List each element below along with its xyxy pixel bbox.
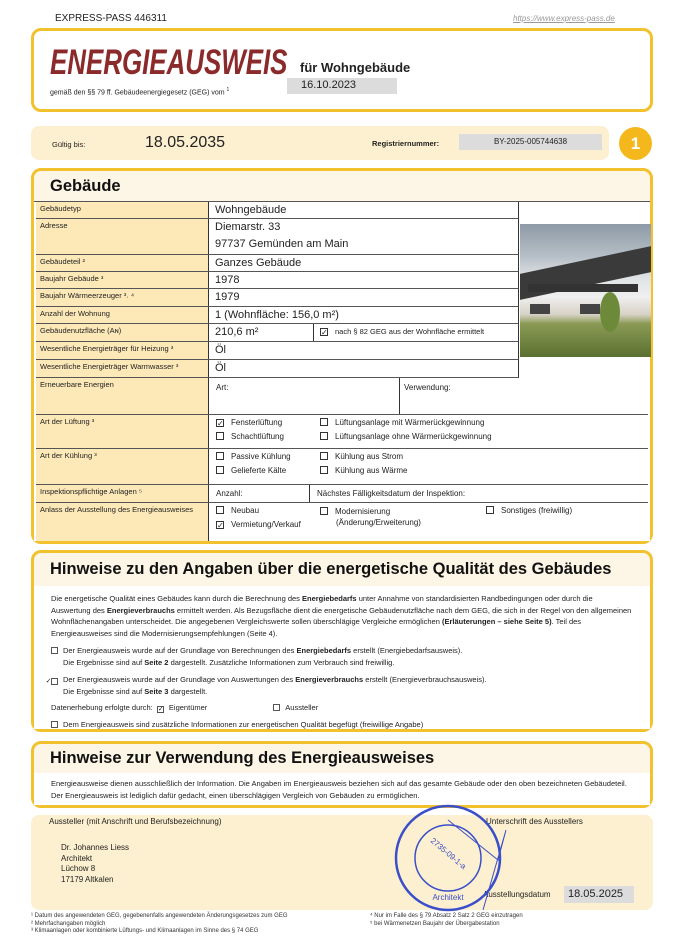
checkbox-unchecked-icon[interactable]: [320, 432, 328, 440]
building-photo: [520, 224, 651, 357]
building-row: [36, 289, 519, 307]
usable-area-value: 210,6 m²: [215, 326, 259, 338]
checkbox-unchecked-icon[interactable]: [320, 466, 328, 474]
valid-until-label: Gültig bis:: [52, 140, 86, 149]
registration-label: Registriernummer:: [372, 139, 440, 148]
option-checkbox[interactable]: Schachtlüftung: [216, 432, 284, 441]
building-row: [36, 503, 648, 541]
option-checkbox[interactable]: Kühlung aus Wärme: [320, 466, 407, 475]
option-checkbox[interactable]: Lüftungsanlage ohne Wärmerückgewinnung: [320, 432, 492, 441]
building-row: [36, 378, 648, 415]
option-checkbox[interactable]: Passive Kühlung: [216, 452, 291, 461]
renewable-usage: Verwendung:: [404, 383, 451, 392]
building-row: [36, 360, 519, 378]
website-link[interactable]: https://www.express-pass.de: [513, 14, 615, 23]
row-value: Öl: [215, 344, 226, 356]
row-label: Anlass der Ausstellung des Energieausweises: [36, 503, 209, 541]
option-modernization[interactable]: Modernisierung (Änderung/Erweiterung): [320, 506, 421, 528]
usage-notes-text: Energieausweise dienen ausschließlich der Information. Die Angaben im Energieausweis beziehen sich auf das gesamte Gebäude oder den oben bezeichneten Gebäudeteil. Der Energieausweis ist lediglich dafür gedacht, einen überschlägigen Vergleich von Gebäuden zu ermöglichen.: [51, 779, 627, 800]
building-row: [36, 255, 519, 272]
demand-certificate-option[interactable]: Der Energieausweis wurde auf der Grundlage von Berechnungen des Energiebedarfs erstellt (Energiebedarfsausweis). Die Ergebnisse sind auf Seite 2 dargestellt. Zusätzliche Informationen zum Verbrauch sind freiwillig.: [51, 645, 633, 668]
checkbox-unchecked-icon[interactable]: [51, 721, 58, 728]
architect-stamp: [388, 800, 513, 920]
row-value: Ganzes Gebäude: [215, 257, 302, 269]
checkbox-unchecked-icon[interactable]: [216, 432, 224, 440]
valid-until-date: 18.05.2035: [145, 134, 226, 151]
checkbox-unchecked-icon[interactable]: [216, 452, 224, 460]
row-label: Anzahl der Wohnung: [36, 307, 209, 323]
quality-notes-section: [31, 550, 653, 732]
checkbox-unchecked-icon[interactable]: [320, 418, 328, 426]
document-subtitle: für Wohngebäude: [300, 60, 411, 75]
row-label: Gebäudetyp: [36, 202, 209, 218]
option-checkbox[interactable]: ✓ Fensterlüftung: [217, 418, 283, 428]
quality-intro: Die energetische Qualität eines Gebäudes kann durch die Berechnung des Energiebedarfs unter Annahme von standardisierten Randbedingungen oder durch die Auswertung des Energieverbrauchs ermittelt werden. Als Bezugsfläche dient die energetische Gebäudenutzfläche nach dem GEG, die sich in der Regel von den allgemeinen Wohnflächenangaben unterscheidet. Die angegebenen Vergleichswerte sollen überschlägige Vergleiche ermöglichen (Erläuterungen – siehe Seite 5). Teil des Energieausweises sind die Modernisierungsempfehlungen (Seite 4).: [51, 594, 632, 638]
checkbox-checked-icon[interactable]: ✓: [321, 328, 328, 337]
building-row: [36, 307, 519, 324]
building-row: [36, 342, 519, 360]
checkbox-unchecked-icon[interactable]: [486, 506, 494, 514]
address-value: Diemarstr. 33 97737 Gemünden am Main: [215, 221, 349, 250]
usage-notes-section: [31, 741, 653, 808]
issuer-section: [31, 815, 653, 910]
building-row: [36, 485, 648, 503]
law-reference: gemäß den §§ 79 ff. Gebäudeenergiegesetz (GEG) vom $^1$: [50, 87, 230, 97]
building-row: [36, 219, 519, 255]
footnotes-right: ⁴ Nur im Falle des § 79 Absatz 2 Satz 2 GEG einzutragen ⁵ bei Wärmenetzen Baujahr der Übergabestation: [370, 913, 523, 927]
inspection-next-date: Nächstes Fälligkeitsdatum der Inspektion:: [317, 489, 466, 498]
row-value: Wohngebäude: [215, 204, 287, 216]
checkbox-unchecked-icon[interactable]: [320, 507, 328, 515]
owner-checkbox-checked[interactable]: ✓: [157, 706, 164, 713]
law-date: 16.10.2023: [287, 78, 397, 94]
consumption-certificate-option[interactable]: ✓ Der Energieausweis wurde auf der Grundlage von Auswertungen des Energieverbrauchs erstellt (Energieverbrauchsausweis). Die Ergebnisse sind auf Seite 3 dargestellt.: [45, 675, 487, 696]
row-label: Gebäudenutzfläche (Aɴ): [36, 324, 209, 341]
checkbox-unchecked-icon[interactable]: [216, 466, 224, 474]
pass-id: EXPRESS-PASS 446311: [55, 13, 167, 24]
validity-bar: [31, 126, 609, 160]
row-label: Art der Kühlung ³: [36, 449, 209, 484]
option-new-building[interactable]: Neubau: [216, 506, 259, 515]
data-collection-row: Datenerhebung erfolgte durch: ✓ Eigentümer Aussteller: [51, 703, 319, 713]
building-row: [36, 449, 648, 485]
document-title: ENERGIEAUSWEIS: [50, 43, 288, 82]
row-label: Baujahr Wärmeerzeuger ³˒ ⁴: [36, 289, 209, 306]
building-heading: Gebäude: [50, 177, 121, 195]
checkbox-checked-icon[interactable]: ✓: [51, 678, 58, 685]
option-rental-sale[interactable]: ✓ Vermietung/Verkauf: [217, 520, 301, 530]
title-box: [31, 28, 653, 112]
issuer-label: Aussteller (mit Anschrift und Berufsbezeichnung): [49, 817, 222, 826]
extra-info-option[interactable]: Dem Energieausweis sind zusätzliche Informationen zur energetischen Qualität begefügt (freiwillige Angabe): [51, 719, 633, 731]
row-label: Wesentliche Energieträger Warmwasser ³: [36, 360, 209, 377]
option-checkbox[interactable]: Lüftungsanlage mit Wärmerückgewinnung: [320, 418, 484, 427]
quality-notes-heading: Hinweise zu den Angaben über die energetische Qualität des Gebäudes: [50, 560, 612, 578]
issuer-address: Dr. Johannes Liess Architekt Lüchow 8 17179 Altkalen: [61, 843, 130, 884]
issuer-checkbox[interactable]: [273, 704, 280, 711]
row-label: Baujahr Gebäude ³: [36, 272, 209, 288]
quality-notes-body: [34, 586, 650, 729]
option-checkbox[interactable]: Gelieferte Kälte: [216, 466, 286, 475]
registration-number: BY-2025-005744638: [459, 134, 602, 150]
footnotes-left: ¹ Datum des angewendeten GEG, gegebenenfalls angewendeten Änderungsgesetzes zum GEG ² Mehrfachangaben möglich ³ Klimaanlagen oder kombinierte Lüftungs- und Klimaanlagen im Sinne des § 74 GEG: [31, 913, 288, 934]
row-label: Wesentliche Energieträger für Heizung ³: [36, 342, 209, 359]
row-value: 1 (Wohnfläche: 156,0 m²): [215, 309, 339, 321]
checkbox-checked-icon[interactable]: ✓: [217, 419, 224, 428]
row-label: Adresse: [36, 219, 209, 254]
issue-date-label: Ausstellungsdatum: [483, 890, 551, 899]
building-row: [36, 324, 519, 342]
checkbox-checked-icon[interactable]: ✓: [217, 521, 224, 530]
inspection-count: Anzahl:: [216, 489, 243, 498]
row-value: Öl: [215, 362, 226, 374]
renewable-type: Art:: [216, 383, 229, 392]
row-value: 1979: [215, 291, 240, 303]
row-label: Art der Lüftung ³: [36, 415, 209, 448]
page-number-badge: 1: [619, 127, 652, 160]
building-row: [36, 415, 648, 449]
option-checkbox[interactable]: Kühlung aus Strom: [320, 452, 403, 461]
option-other[interactable]: Sonstiges (freiwillig): [486, 506, 572, 515]
svg-text:2735-09-1-a: 2735-09-1-a: [428, 836, 468, 872]
signature-label: Unterschrift des Ausstellers: [486, 817, 583, 826]
building-row: [36, 272, 519, 289]
issue-date: 18.05.2025: [564, 886, 634, 903]
svg-text:Architekt: Architekt: [432, 893, 464, 902]
row-value: 1978: [215, 274, 240, 286]
area-derivation-note: ✓ nach § 82 GEG aus der Wohnfläche ermittelt: [313, 324, 490, 341]
building-section: [31, 168, 653, 544]
checkbox-unchecked-icon[interactable]: [320, 452, 328, 460]
building-row: [36, 202, 519, 219]
row-label: Erneuerbare Energien: [36, 378, 209, 414]
checkbox-unchecked-icon[interactable]: [51, 647, 58, 654]
row-label: Gebäudeteil ²: [36, 255, 209, 271]
checkbox-unchecked-icon[interactable]: [216, 506, 224, 514]
usage-notes-heading: Hinweise zur Verwendung des Energieausweises: [50, 749, 435, 767]
row-label: Inspektionspflichtige Anlagen ⁵: [36, 485, 209, 502]
building-table: [34, 201, 650, 541]
